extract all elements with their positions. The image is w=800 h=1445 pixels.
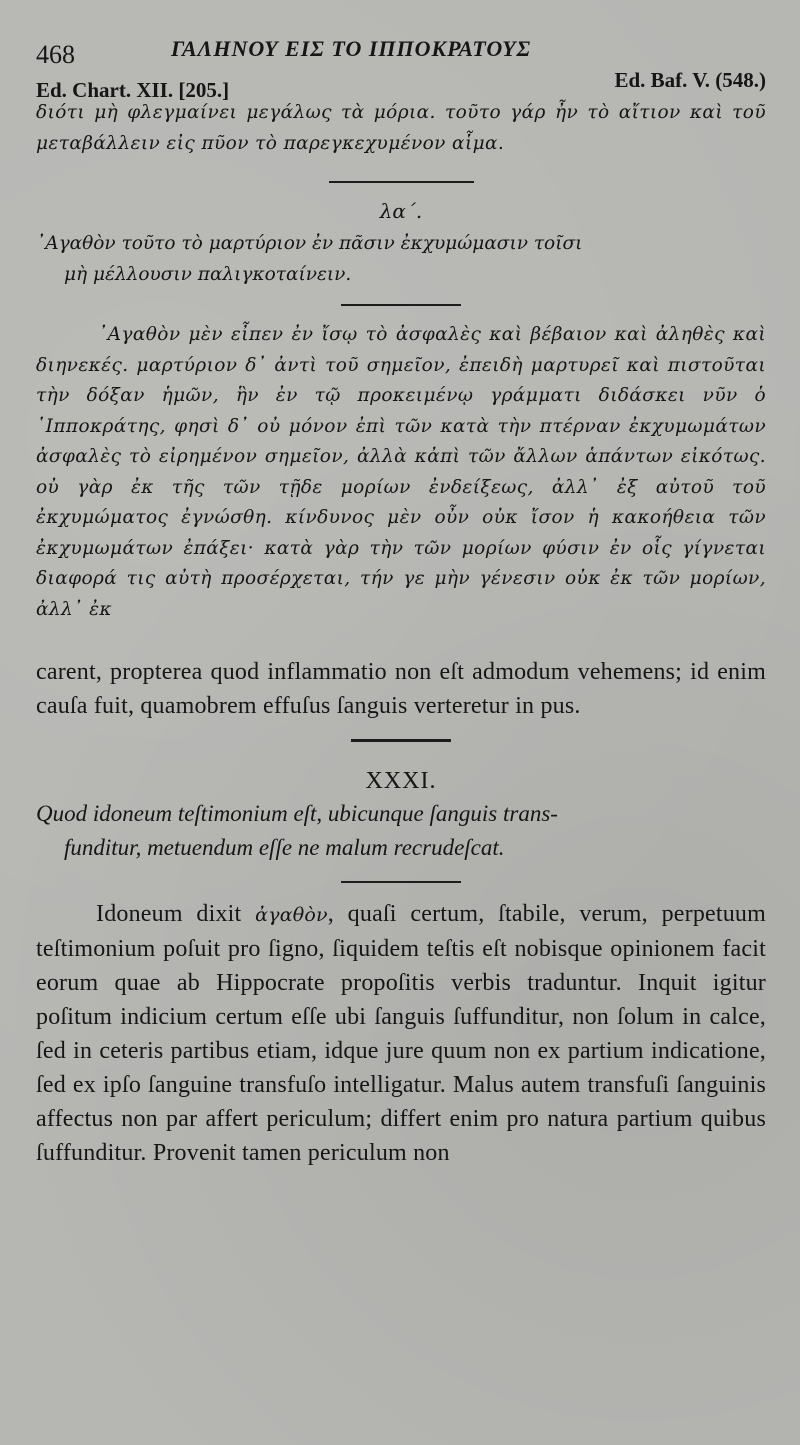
- greek-section-number: λα΄.: [379, 199, 423, 223]
- divider: [341, 304, 461, 306]
- latin-aphorism-line: funditur, metuendum eſſe ne malum recrudeſcat.: [64, 835, 505, 860]
- greek-aphorism-line: μὴ μέλλουσιν παλιγκοταίνειν.: [64, 263, 352, 285]
- divider: [351, 739, 451, 742]
- latin-continuation: [36, 655, 766, 723]
- latin-commentary-rest: , quaſi certum, ſtabile, verum, perpetuum teſtimonium poſuit pro ſigno, ſiquidem teſtis eſt nobisque opinionem facit eorum quae ab Hippocrate propoſitis verbis traduntur. Inquit igitur poſitum indicium certum eſſe ubi ſanguis ſuffunditur, non ſolum in calce, ſed in ceteris partibus etiam, idque jure quum non ex partium indicatione, ſed ex ipſo ſanguine transfuſo intelligatur. Malus autem transfuſi ſanguinis affectus non par affert periculum; differt enim pro natura partium quibus ſuffunditur. Provenit tamen periculum non: [36, 901, 767, 1166]
- latin-section-number: XXXI.: [365, 768, 437, 794]
- page-header: [36, 0, 766, 110]
- latin-commentary-start: Idoneum dixit: [96, 901, 242, 927]
- divider: [329, 181, 474, 183]
- page-number: 468: [36, 40, 75, 69]
- greek-commentary-text: ᾿Αγαθὸν μὲν εἶπεν ἐν ἴσῳ τὸ ἀσφαλὲς καὶ βέβαιον καὶ ἀληθὲς καὶ διηνεκές. μαρτύριον δ᾿ ἀντὶ τοῦ σημεῖον, ἐπειδὴ μαρτυρεῖ καὶ πιστοῦται τὴν δόξαν ἡμῶν, ἣν ἐν τῷ προκειμένῳ γράμματι διδάσκει νῦν ὁ ῾Ιπποκράτης, φησὶ δ᾿ οὐ μόνον ἐπὶ τῶν κατὰ τὴν πτέρναν ἐκχυμωμάτων ἀσφαλὲς τὸ εἰρημένον σημεῖον, ἀλλὰ κἀπὶ τῶν ἄλλων ἁπάντων εἰκότως. οὐ γὰρ ἐκ τῆς τῶν τῇδε μορίων ἐνδείξεως, ἀλλ᾿ ἐξ αὐτοῦ τοῦ ἐκχυμώματος ἐγνώσθη. κίνδυνος μὲν οὖν οὐκ ἴσον ἡ κακοήθεια τῶν ἐκχυμωμάτων ἐπάξει· κατὰ γὰρ τὴν τῶν μορίων φύσιν ἐν οἷς γίγνεται διαφορά τις αὐτὴ προσέρχεται, τήν γε μὴν γένεσιν οὐκ ἐκ τῶν μορίων, ἀλλ᾿ ἐκ: [36, 324, 766, 620]
- edition-reference-basel: Ed. Baf. V. (548.): [614, 68, 766, 92]
- greek-aphorism-line: ᾿Αγαθὸν τοῦτο τὸ μαρτύριον ἐν πᾶσιν ἐκχυμώμασιν τοῖσι: [36, 233, 583, 254]
- latin-continuation-text: carent, propterea quod inflammatio non eſt admodum vehemens; id enim cauſa fuit, quamobrem effuſus ſanguis verteretur in pus.: [36, 659, 766, 719]
- latin-commentary-text: [36, 897, 766, 1170]
- greek-aphorism: [36, 229, 766, 290]
- latin-aphorism: [36, 797, 766, 865]
- edition-reference-chart: Ed. Chart. XII. [205.]: [36, 78, 230, 102]
- divider: [341, 881, 461, 883]
- latin-commentary: [36, 897, 766, 1170]
- greek-commentary: [36, 320, 766, 625]
- running-title: ΓΑΛΗΝΟΥ ΕΙΣ ΤΟ ΙΠΠΟΚΡΑΤΟΥΣ: [171, 36, 532, 61]
- greek-inline-word: ἀγαθὸν: [255, 904, 328, 926]
- greek-continuation-text: διότι μὴ φλεγμαίνει μεγάλως τὰ μόρια. τοῦτο γάρ ἦν τὸ αἴτιον καὶ τοῦ μεταβάλλειν εἰς πῦον τὸ παρεγκεχυμένον αἷμα.: [36, 102, 766, 154]
- latin-aphorism-line: Quod idoneum teſtimonium eſt, ubicunque ſanguis trans-: [36, 801, 558, 826]
